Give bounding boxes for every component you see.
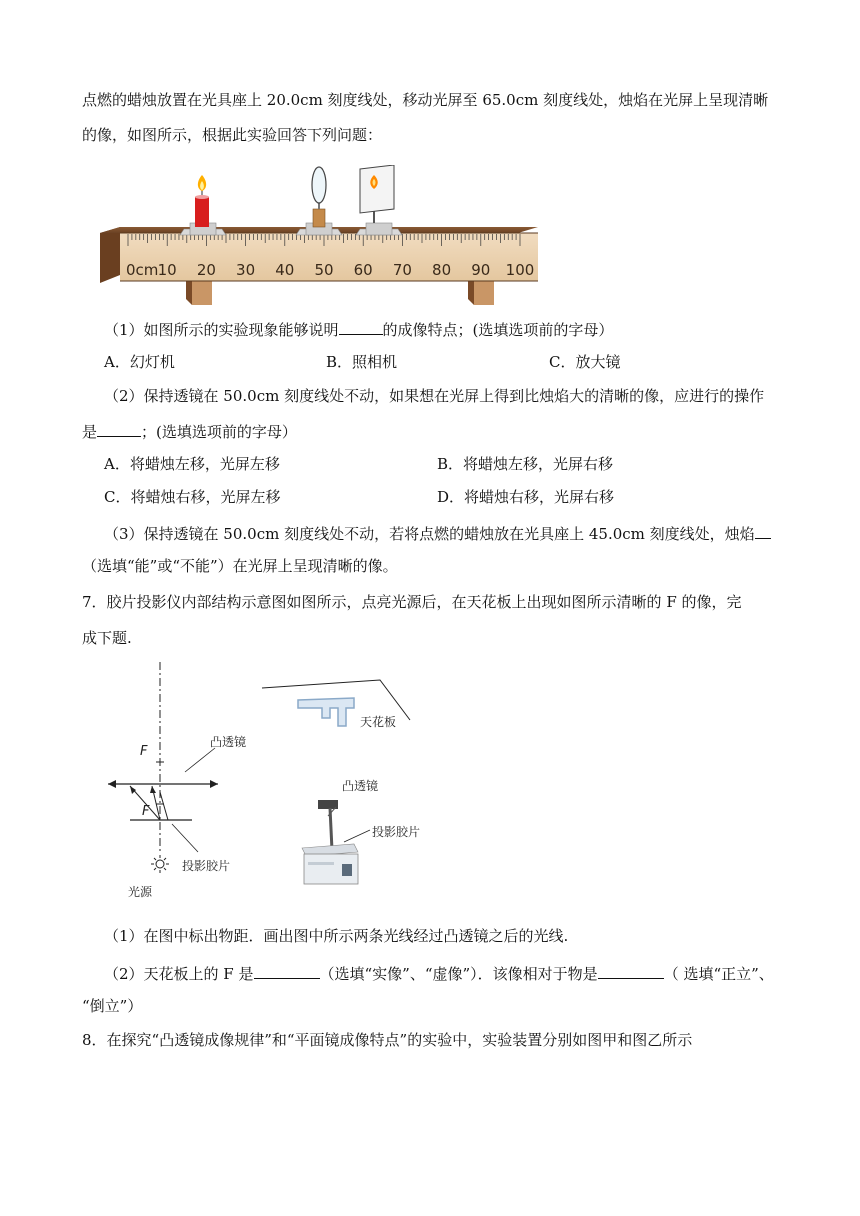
q2-option-a: A．将蜡烛左移，光屏左移 (104, 455, 280, 473)
light-screen (360, 165, 394, 213)
p7-q2-blank-1[interactable] (254, 962, 320, 979)
ruler-tick-label: 50 (314, 261, 334, 279)
optical-bench-figure (98, 165, 543, 310)
p7-q2-line-1: （2）天花板上的 F 是 （选填“实像”、“虚像”）．该像相对于物是 （ 选填“正立”、 (104, 962, 774, 984)
ruler-tick-label: 60 (353, 261, 373, 279)
ruler-tick-label: 90 (471, 261, 491, 279)
q1-option-c: C．放大镜 (549, 353, 621, 371)
q1-option-b: B．照相机 (326, 353, 398, 371)
q3-line-1: （3）保持透镜在 50.0cm 刻度线处不动，若将点燃的蜡烛放在光具座上 45.0cm 刻度线处，烛焰 (104, 522, 771, 544)
candle (195, 197, 209, 227)
p7-q1: （1）在图中标出物距．画出图中所示两条光线经过凸透镜之后的光线. (104, 927, 569, 945)
film-label: 投影胶片 (182, 859, 231, 873)
ruler-tick-label: 20 (196, 261, 216, 279)
projector-figure (258, 672, 428, 887)
ruler-tick-label: 100 (505, 261, 535, 279)
q2-option-c: C．将蜡烛右移，光屏左移 (104, 488, 281, 506)
ceiling-label: 天花板 (360, 715, 397, 729)
focus-label-top: F (140, 744, 148, 759)
ceiling-image-f (298, 698, 354, 726)
ruler-tick-label: 70 (392, 261, 412, 279)
lens-pointer (185, 748, 215, 772)
q2-option-d: D．将蜡烛右移，光屏右移 (437, 488, 615, 506)
p7-q2-blank-2[interactable] (598, 962, 664, 979)
lens-label: 凸透镜 (210, 735, 247, 749)
p7-q2-line-2: “倒立”） (82, 997, 143, 1015)
intro-line-1: 点燃的蜡烛放置在光具座上 20.0cm 刻度线处，移动光屏至 65.0cm 刻度线处，烛焰在光屏上呈现清晰 (82, 91, 769, 109)
lens-arrow-right (210, 780, 218, 788)
ruler-tick-label: 10 (157, 261, 177, 279)
ruler-unit-label: 0cm (126, 261, 159, 279)
convex-lens (312, 167, 326, 203)
intro-line-2: 的像，如图所示，根据此实验回答下列问题： (82, 126, 383, 144)
ruler-tick-label: 30 (236, 261, 256, 279)
sun-icon (151, 855, 169, 873)
lens-arrow-left (108, 780, 116, 788)
q3-line-2: （选填“能”或“不能”）在光屏上呈现清晰的像。 (82, 557, 398, 575)
projector-film-label: 投影胶片 (372, 825, 421, 839)
ruler-tick-label: 40 (275, 261, 295, 279)
q2-option-b: B．将蜡烛左移，光屏右移 (437, 455, 614, 473)
p8-line-1: 8．在探究“凸透镜成像规律”和“平面镜成像特点”的实验中，实验装置分别如图甲和图乙所示 (82, 1031, 693, 1049)
q2-prompt-line-2: 是 ；(选填选项前的字母） (82, 420, 297, 442)
q1-blank[interactable] (339, 318, 383, 335)
q1-option-a: A．幻灯机 (104, 353, 175, 371)
p7-line-2: 成下题. (82, 629, 132, 647)
q1-prompt: （1）如图所示的实验现象能够说明 的成像特点；(选填选项前的字母） (104, 318, 613, 340)
light-source-label: 光源 (128, 885, 153, 899)
q2-blank[interactable] (97, 420, 141, 437)
q3-blank[interactable] (755, 522, 771, 539)
focus-label-mid: F (142, 804, 150, 819)
q2-prompt-line-1: （2）保持透镜在 50.0cm 刻度线处不动，如果想在光屏上得到比烛焰大的清晰的像，应进行的操作 (104, 387, 765, 405)
projector-lens-label: 凸透镜 (342, 779, 379, 793)
p7-line-1: 7．胶片投影仪内部结构示意图如图所示，点亮光源后，在天花板上出现如图所示清晰的 F 的像，完 (82, 593, 742, 611)
ruler-tick-label: 80 (432, 261, 452, 279)
